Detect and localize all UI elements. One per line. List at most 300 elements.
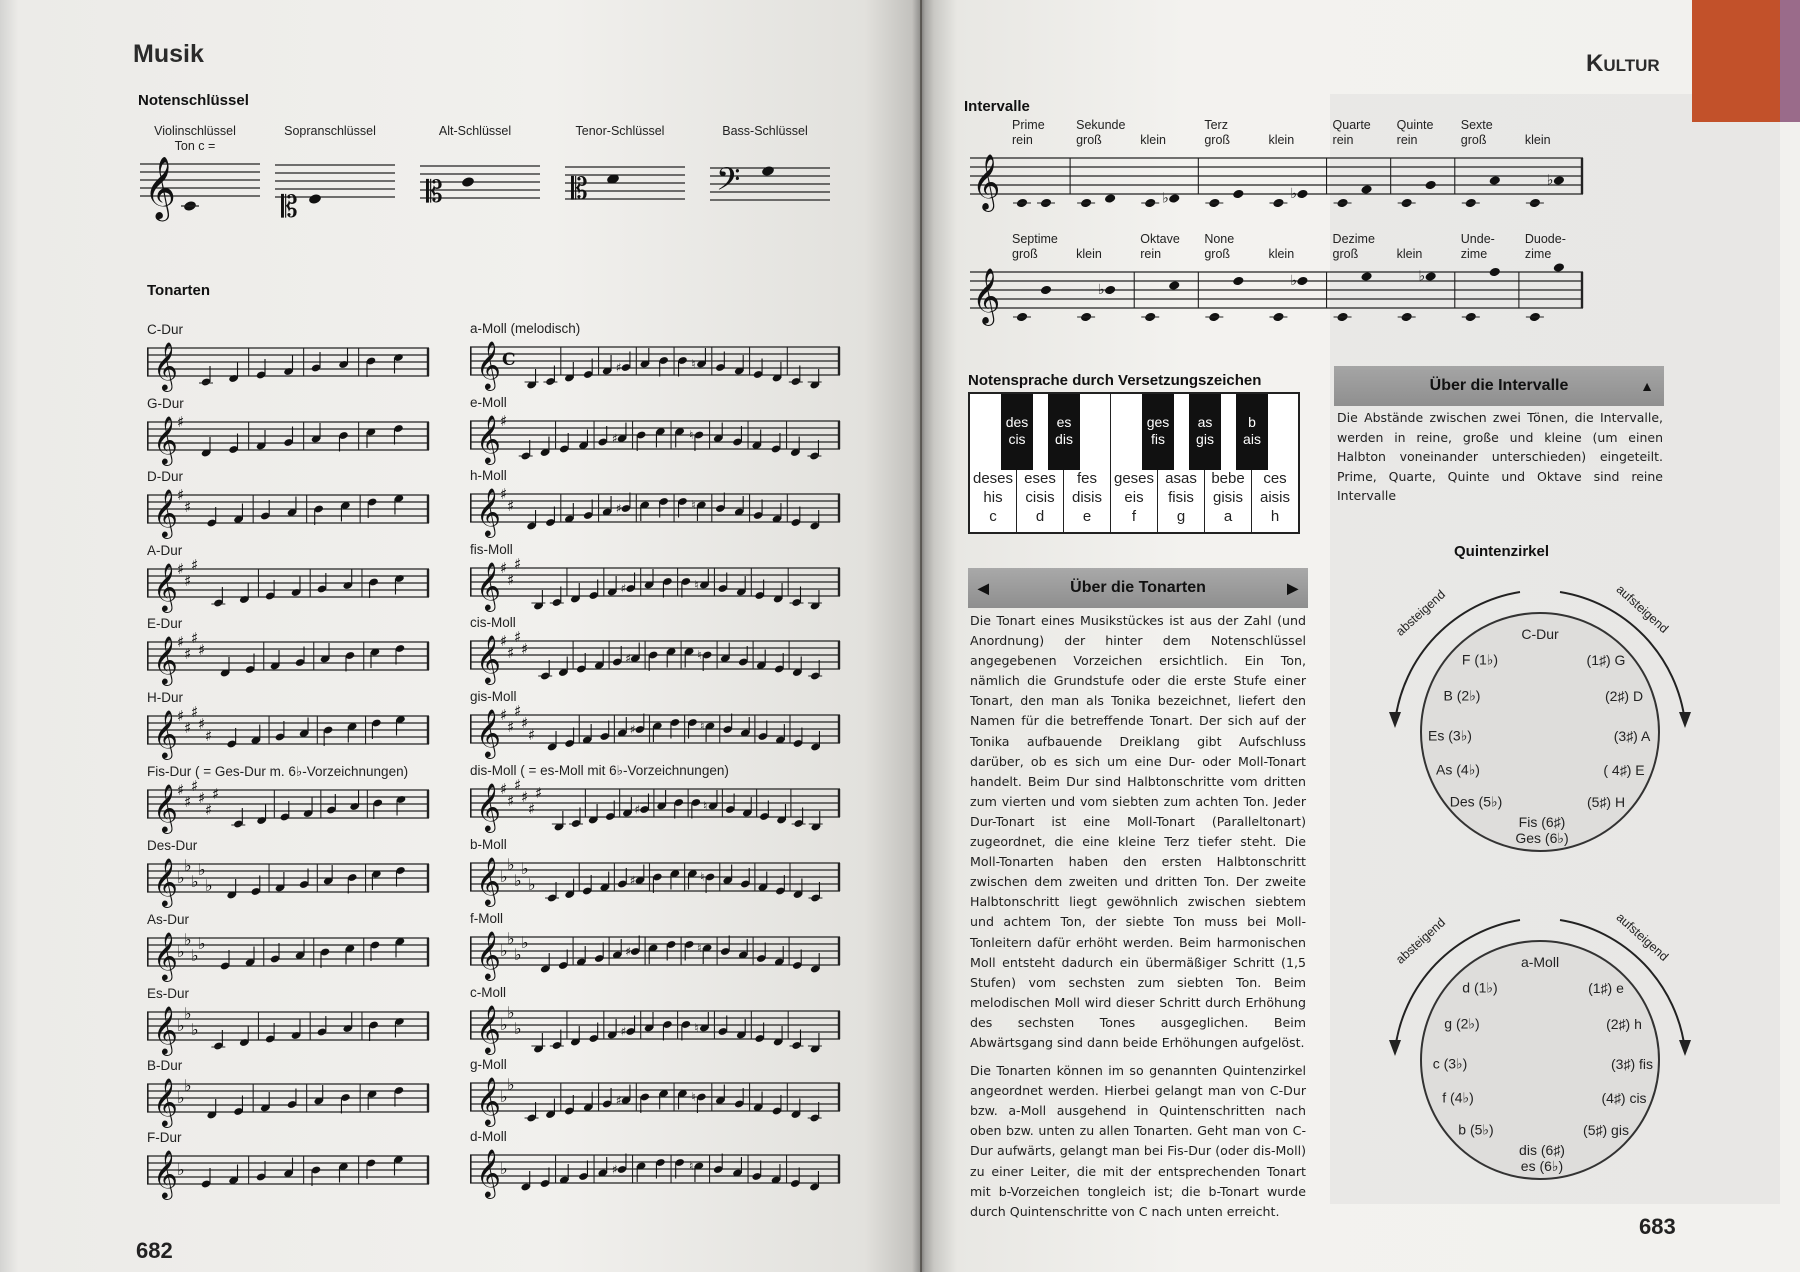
white-key-names: deses his c — [972, 470, 1014, 525]
circle-key-left: Des (5♭) — [1449, 793, 1503, 810]
page-header-right: Kultur — [1586, 50, 1660, 77]
note-head — [461, 176, 475, 188]
triangle-left-icon: ◀ — [978, 580, 989, 596]
scale-label: h-Moll — [470, 468, 507, 483]
minor-scale-staff — [470, 776, 840, 831]
white-key-names: geses eis f — [1113, 470, 1155, 525]
sharp-icon: ♯ — [177, 413, 185, 431]
interval-quality: groß — [1204, 247, 1231, 261]
major-scale-staff — [147, 856, 429, 906]
sharp-icon: ♯ — [514, 628, 522, 646]
interval-label — [1076, 118, 1125, 148]
circle-key-right: (2♯) D — [1604, 688, 1644, 704]
interval-label — [1461, 232, 1495, 262]
interval-name: Duode- — [1524, 232, 1566, 246]
treble-clef-icon: 𝄞 — [153, 931, 178, 980]
treble-clef-icon: 𝄞 — [972, 154, 1001, 210]
note-head — [1232, 189, 1244, 200]
minor-scale-staff — [470, 929, 840, 979]
note-head — [1424, 180, 1436, 191]
minor-scale-staff — [470, 1075, 840, 1125]
flat-icon: ♭ — [177, 1088, 185, 1107]
note-head — [761, 165, 775, 177]
circle-key-left: c (3♭) — [1432, 1055, 1468, 1072]
sharp-icon: ♯ — [184, 793, 192, 811]
sharp-icon: ♯ — [184, 719, 192, 737]
circle-key-right: (2♯) h — [1606, 1016, 1642, 1032]
scale-label: As-Dur — [147, 912, 190, 927]
sharp-icon: ♯ — [198, 641, 206, 659]
interval-quality: rein — [1012, 133, 1033, 147]
treble-clef-icon: 𝄞 — [476, 561, 501, 610]
treble-clef-icon: 𝄞 — [153, 415, 178, 464]
circle-key-right: (1♯) G — [1586, 652, 1626, 668]
treble-clef-icon: 𝄞 — [972, 268, 1001, 324]
flat-icon: ♭ — [514, 1019, 522, 1038]
sharp-icon: ♯ — [205, 727, 213, 745]
interval-name: Sexte — [1460, 118, 1493, 132]
clef-staff — [140, 156, 260, 219]
interval-name: Unde- — [1460, 232, 1495, 246]
piano-keyboard — [968, 392, 1300, 534]
sharp-icon: ♯ — [184, 498, 192, 516]
minor-scale-staff — [470, 485, 840, 536]
page-number-left: 682 — [136, 1238, 173, 1263]
minor-scale-staff — [470, 1003, 840, 1053]
sharp-icon: ♯ — [507, 792, 515, 810]
note-head — [1360, 271, 1372, 282]
natural-sign-icon: ♯ — [620, 581, 627, 596]
scale-label: G-Dur — [147, 396, 184, 411]
major-scale-staff — [147, 703, 429, 758]
interval-name: Terz — [1204, 118, 1228, 132]
major-scale-staff — [147, 930, 429, 980]
flat-icon: ♭ — [1418, 268, 1426, 285]
note-head — [1168, 280, 1180, 291]
sharp-icon: ♯ — [500, 780, 508, 798]
ascending-label: aufsteigend — [1613, 582, 1672, 636]
circle-key-left: B (2♭) — [1443, 687, 1481, 704]
clef-symbol-icon: 𝄡 — [571, 172, 588, 207]
sharp-icon: ♯ — [521, 714, 529, 732]
circle-key-left: f (4♭) — [1442, 1089, 1474, 1106]
interval-quality: klein — [1268, 247, 1295, 261]
natural-sign-icon: ♯ — [615, 360, 622, 375]
interval-quality: zime — [1524, 247, 1552, 261]
sharp-icon: ♯ — [514, 555, 522, 573]
note-head — [1296, 189, 1308, 200]
note-head — [1104, 193, 1116, 204]
circle-key-bottom: dis (6♯) es (6♭) — [1519, 1142, 1565, 1174]
circle-key-left: As (4♭) — [1436, 761, 1480, 778]
sharp-icon: ♯ — [500, 632, 508, 650]
interval-label — [1204, 118, 1230, 148]
scale-label: cis-Moll — [470, 615, 516, 630]
flat-icon: ♭ — [500, 1159, 508, 1178]
interval-quality: groß — [1076, 133, 1102, 147]
sharp-icon: ♯ — [191, 629, 199, 647]
page-number-right: 683 — [1639, 1214, 1676, 1239]
interval-quality: klein — [1076, 247, 1102, 261]
flat-icon: ♭ — [184, 856, 192, 875]
piano-black-key: b ais — [1236, 394, 1268, 470]
note-head — [1296, 276, 1308, 287]
flat-icon: ♭ — [205, 876, 213, 895]
sharp-icon: ♯ — [514, 702, 522, 720]
interval-label — [1012, 232, 1058, 262]
treble-clef-icon: 𝄞 — [153, 635, 178, 684]
clef-label: Sopranschlüssel — [284, 124, 376, 138]
flat-icon: ♭ — [514, 945, 522, 964]
interval-label — [1397, 118, 1434, 148]
sharp-icon: ♯ — [198, 789, 206, 807]
about-keys-header — [968, 568, 1308, 608]
interval-name: Sekunde — [1076, 118, 1126, 132]
major-scale-staff — [147, 341, 429, 390]
treble-clef-icon: 𝄞 — [476, 1148, 501, 1197]
natural-sign-icon: ♯ — [634, 802, 641, 817]
right-page — [922, 0, 1800, 1272]
natural-sign-icon: ♯ — [611, 1162, 618, 1177]
sharp-icon: ♯ — [521, 788, 529, 806]
natural-sign-icon: ♯ — [629, 722, 636, 737]
circle-key-left: F (1♭) — [1461, 651, 1499, 668]
interval-label — [1012, 118, 1045, 148]
sharp-icon: ♯ — [184, 572, 192, 590]
note-head — [1489, 267, 1501, 278]
interval-quality: groß — [1460, 133, 1487, 147]
thumb-index-tab-edge — [1780, 0, 1800, 122]
about-keys-paragraph-1: Die Tonart eines Musikstückes ist aus der Zahl (und Anordnung) der hinter dem Notenschlüssel angegebenen Vorzeichen ersichtlich. Ein Ton, nämlich die Grundstufe oder die erste Stufe einer Tonart, den man als Tonika bezeichnet, liefert den Namen für die betreffende Tonart. Der sich auf der Tonika aufbauende Dreiklang gibt Aufschluss darüber, ob es sich um eine Dur- oder Moll-Tonart handelt. Beim Dur sind Halbtonschritte vom dritten zum vierten und vom siebten zum achten Ton. Jeder Dur-Tonart ist eine Moll-Tonart (Paralleltonart) zugeordnet, die eine kleine Terz tiefer steht. Die Moll-Tonarten haben den ersten Halbtonschritt zwischen dem zweiten und dritten Ton. Der zweite Halbtonschritt liegt gewöhnlich zwischen siebtem und achtem Ton, der siebte Ton muss bei Moll-Tonleitern dafür erhöht werden. Beim harmonischen Moll entsteht dadurch ein übermäßiger Schritt (1,5 Stufen) vom sechsten zum siebten Ton. Beim melodischen Moll wird dieser Schritt durch Erhöhung des sechsten Tones ausgeglichen. Beim Abwärtsgang sind dann beide Erhöhungen aufgelöst. — [970, 613, 1306, 1050]
natural-sign-icon: ♯ — [611, 431, 618, 446]
white-key-names: bebe gisis a — [1211, 470, 1245, 525]
flat-icon: ♭ — [514, 871, 522, 890]
natural-sign-icon: ♯ — [615, 1093, 622, 1108]
sharp-icon: ♯ — [191, 556, 199, 574]
clef-symbol-icon: 𝄡 — [426, 175, 443, 210]
sharp-icon: ♯ — [500, 485, 508, 503]
scale-label: fis-Moll — [470, 542, 513, 557]
major-scale-staff — [147, 413, 429, 464]
interval-name: Septime — [1012, 232, 1058, 246]
major-scale-staff — [147, 1004, 429, 1054]
natural-sign-icon: ♮ — [697, 941, 702, 955]
white-key-names: fes disis e — [1071, 470, 1102, 525]
intervals-heading: Intervalle — [964, 98, 1030, 115]
flat-icon: ♭ — [184, 1004, 192, 1023]
svg-text:C: C — [502, 350, 516, 370]
interval-quality: rein — [1332, 133, 1354, 147]
sharp-icon: ♯ — [528, 800, 536, 818]
circle-key-left: g (2♭) — [1444, 1015, 1480, 1032]
treble-clef-icon: 𝄞 — [153, 857, 178, 906]
flat-icon: ♭ — [1290, 273, 1298, 289]
natural-sign-icon: ♯ — [615, 501, 622, 516]
circle-key-right: (5♯) gis — [1583, 1122, 1629, 1138]
clef-staff — [565, 161, 685, 207]
scale-label: H-Dur — [147, 690, 183, 705]
interval-name: Oktave — [1140, 232, 1180, 246]
book-gutter — [912, 0, 934, 1272]
natural-sign-icon: ♮ — [691, 357, 696, 371]
interval-label — [1140, 232, 1180, 262]
interval-quality: groß — [1332, 247, 1359, 261]
flat-icon: ♭ — [528, 875, 536, 894]
circle-key-right: (3♯) A — [1613, 728, 1651, 744]
clef-label: Tenor-Schlüssel — [575, 124, 665, 138]
about-intervals-title: Über die Intervalle — [1429, 377, 1569, 394]
major-scale-staff — [147, 556, 429, 611]
treble-clef-icon: 𝄞 — [153, 562, 178, 611]
triangle-right-icon: ▶ — [1287, 580, 1298, 596]
sharp-icon: ♯ — [514, 776, 522, 794]
natural-sign-icon: ♮ — [702, 799, 708, 813]
natural-sign-icon: ♮ — [688, 428, 694, 442]
flat-icon: ♭ — [177, 942, 185, 961]
minor-scale-staff — [470, 412, 840, 463]
interval-name: Dezime — [1332, 232, 1375, 246]
clef-staff — [710, 162, 830, 208]
interval-name: Prime — [1012, 118, 1045, 132]
white-key-names: ces aisis h — [1259, 470, 1290, 525]
arrow-down-icon — [1679, 1040, 1691, 1056]
flat-icon: ♭ — [1290, 186, 1298, 202]
note-head — [1168, 193, 1180, 204]
interval-label — [1525, 133, 1551, 148]
treble-clef-icon: 𝄞 — [476, 708, 501, 757]
flat-icon: ♭ — [521, 933, 529, 952]
sharp-icon: ♯ — [507, 718, 515, 736]
interval-label — [1204, 232, 1234, 262]
sharp-icon: ♯ — [177, 781, 185, 799]
treble-clef-icon: 𝄞 — [476, 487, 501, 536]
sharp-icon: ♯ — [528, 726, 536, 744]
treble-clef-icon: 𝄞 — [153, 709, 178, 758]
interval-label — [1525, 232, 1566, 262]
flat-icon: ♭ — [177, 1016, 185, 1035]
circle-key-right: (4♯) cis — [1601, 1090, 1647, 1106]
clef-symbol-icon: 𝄞 — [144, 156, 176, 219]
treble-clef-icon: 𝄞 — [153, 1077, 178, 1126]
sharp-icon: ♯ — [177, 633, 185, 651]
minor-scale-staff — [470, 1148, 840, 1197]
circle-key-left: Es (3♭) — [1428, 727, 1472, 744]
scale-label: f-Moll — [470, 911, 503, 926]
clefs-heading: Notenschlüssel — [138, 92, 249, 109]
arrow-down-icon — [1389, 1040, 1401, 1056]
white-key-names: asas fisis g — [1165, 470, 1197, 525]
note-head — [308, 193, 322, 205]
note-head — [1232, 276, 1244, 287]
treble-clef-icon: 𝄞 — [153, 1005, 178, 1054]
flat-icon: ♭ — [191, 1020, 199, 1039]
interval-quality: groß — [1204, 133, 1231, 147]
flat-icon: ♭ — [177, 868, 185, 887]
keys-heading: Tonarten — [147, 282, 211, 299]
scale-label: C-Dur — [147, 322, 183, 337]
sharp-icon: ♯ — [177, 560, 185, 578]
flat-icon: ♭ — [507, 855, 515, 874]
interval-label — [1397, 247, 1423, 262]
circle-key-right: (1♯) e — [1588, 980, 1624, 996]
arrow-down-icon — [1389, 712, 1401, 728]
scale-label: E-Dur — [147, 616, 183, 631]
flat-icon: ♭ — [191, 946, 199, 965]
circle-key-left: b (5♭) — [1458, 1121, 1494, 1138]
sharp-icon: ♯ — [177, 707, 185, 725]
circle-key-bottom: Fis (6♯) Ges (6♭) — [1515, 814, 1569, 846]
note-head — [1553, 175, 1565, 186]
scale-label: D-Dur — [147, 469, 183, 484]
interval-label — [1333, 232, 1375, 262]
clef-staff — [275, 159, 395, 225]
natural-sign-icon: ♮ — [688, 1159, 694, 1173]
clef-symbol-icon: 𝄡 — [281, 190, 298, 225]
minor-scale-staff — [470, 340, 840, 389]
sharp-icon: ♯ — [500, 559, 508, 577]
circle-key-right: (5♯) H — [1586, 794, 1626, 810]
descending-label: absteigend — [1393, 915, 1448, 967]
treble-clef-icon: 𝄞 — [476, 930, 501, 979]
sharp-icon: ♯ — [177, 486, 185, 504]
natural-sign-icon: ♮ — [700, 719, 705, 733]
flat-icon: ♭ — [1546, 172, 1554, 189]
sharp-icon: ♯ — [205, 801, 213, 819]
ascending-label: aufsteigend — [1613, 910, 1672, 964]
circle-of-fifths-major — [1370, 572, 1710, 862]
flat-icon: ♭ — [507, 929, 515, 948]
interval-staff — [970, 150, 1583, 214]
interval-quality: zime — [1460, 247, 1488, 261]
natural-sign-icon: ♯ — [625, 944, 632, 959]
interval-name: Quinte — [1396, 118, 1434, 132]
scale-label: A-Dur — [147, 543, 183, 558]
descending-label: absteigend — [1393, 587, 1448, 639]
sharp-icon: ♯ — [507, 571, 515, 589]
natural-sign-icon: ♮ — [691, 1090, 696, 1104]
sharp-icon: ♯ — [191, 777, 199, 795]
sharp-icon: ♯ — [507, 497, 515, 515]
sharp-icon: ♯ — [535, 784, 543, 802]
interval-staff — [970, 264, 1583, 328]
note-head — [1104, 285, 1116, 296]
flat-icon: ♭ — [507, 1075, 515, 1094]
natural-sign-icon: ♯ — [629, 873, 636, 888]
flat-icon: ♭ — [500, 1015, 508, 1034]
flat-icon: ♭ — [184, 1076, 192, 1095]
clef-label: Violinschlüssel Ton c = — [154, 124, 236, 153]
scale-label: d-Moll — [470, 1129, 507, 1144]
major-scale-staff — [147, 1076, 429, 1126]
flat-icon: ♭ — [500, 867, 508, 886]
interval-quality: rein — [1396, 133, 1418, 147]
treble-clef-icon: 𝄞 — [476, 1076, 501, 1125]
note-head — [1360, 184, 1372, 195]
circle-key-top: a-Moll — [1520, 954, 1560, 970]
flat-icon: ♭ — [184, 930, 192, 949]
flat-icon: ♭ — [177, 1160, 185, 1179]
clef-symbol-icon: 𝄢 — [716, 161, 741, 205]
about-keys-paragraph-2: Die Tonarten können im so genannten Quintenzirkel angeordnet werden. Hierbei gelangt man von C-Dur bzw. a-Moll ausgehend in Quintenschritten nach oben bzw. unten zu allen Tonarten. Geht man von C-Dur aufwärts, gelangt man bei Fis-Dur (oder dis-Moll) zu einer Leiter, die mit der entsprechenden Tonart mit b-Vorzeichen tongleich ist; die b-Tonart wurde durch Quintenschritte von C nach unten erreicht. — [970, 1063, 1306, 1219]
scale-label: F-Dur — [147, 1130, 182, 1145]
white-key-names: eses cisis d — [1024, 470, 1056, 525]
minor-scale-staff — [470, 855, 840, 905]
page-header-left: Musik — [133, 40, 204, 68]
arrow-down-icon — [1679, 712, 1691, 728]
interval-quality: klein — [1396, 247, 1423, 261]
scale-label: e-Moll — [470, 395, 507, 410]
accidentals-heading: Notensprache durch Versetzungszeichen — [968, 372, 1262, 389]
note-head — [1424, 271, 1436, 282]
circle-of-fifths-title: Quintenzirkel — [1454, 543, 1550, 560]
scale-label: Des-Dur — [147, 838, 198, 853]
piano-black-key: des cis — [1001, 394, 1033, 470]
scale-label: Es-Dur — [147, 986, 190, 1001]
circle-key-right: ( 4♯) E — [1603, 762, 1645, 778]
scale-label: dis-Moll ( = es-Moll mit 6♭-Vorzeichnungen) — [470, 763, 729, 778]
interval-label — [1140, 133, 1166, 148]
treble-clef-icon: 𝄞 — [476, 782, 501, 831]
flat-icon: ♭ — [1162, 190, 1169, 207]
circle-key-right: (3♯) fis — [1611, 1056, 1653, 1072]
about-intervals-text: Die Abstände zwischen zwei Tönen, die Intervalle, werden in reine, große und kleine (um einen Halbton voneinander unterschieden) eingeteilt. Prime, Quarte, Quinte und Oktave sind reine Intervalle — [1337, 410, 1663, 503]
flat-icon: ♭ — [500, 1087, 508, 1106]
scale-label: g-Moll — [470, 1057, 507, 1072]
interval-quality: klein — [1268, 133, 1295, 147]
treble-clef-icon: 𝄞 — [153, 488, 178, 537]
clef-staff — [420, 160, 540, 210]
natural-sign-icon: ♮ — [691, 498, 696, 512]
sharp-icon: ♯ — [507, 644, 515, 662]
sharp-icon: ♯ — [191, 703, 199, 721]
natural-sign-icon: ♯ — [625, 651, 632, 666]
flat-icon: ♭ — [1098, 282, 1105, 298]
natural-sign-icon: ♮ — [697, 648, 702, 662]
triangle-up-icon: ▲ — [1640, 378, 1654, 394]
scale-label: Fis-Dur ( = Ges-Dur m. 6♭-Vorzeichnungen) — [147, 764, 409, 779]
minor-scale-staff — [470, 702, 840, 757]
treble-clef-icon: 𝄞 — [153, 783, 178, 832]
natural-sign-icon: ♮ — [694, 1021, 699, 1035]
interval-quality: groß — [1012, 247, 1038, 261]
natural-sign-icon: ♮ — [694, 578, 699, 592]
minor-scale-staff — [470, 555, 840, 610]
minor-scale-staff — [470, 628, 840, 683]
sharp-icon: ♯ — [198, 715, 206, 733]
circle-key-left: d (1♭) — [1462, 979, 1498, 996]
piano-black-key: es dis — [1048, 394, 1080, 470]
about-keys-title: Über die Tonarten — [1070, 579, 1206, 596]
interval-label — [1268, 133, 1294, 148]
scale-label: b-Moll — [470, 837, 507, 852]
flat-icon: ♭ — [198, 860, 206, 879]
about-keys-text — [970, 611, 1306, 1222]
major-scale-staff — [147, 777, 429, 832]
treble-clef-icon: 𝄞 — [476, 340, 501, 389]
sharp-icon: ♯ — [521, 640, 529, 658]
natural-sign-icon: ♮ — [700, 870, 705, 884]
interval-label — [1268, 247, 1294, 262]
scale-label: gis-Moll — [470, 689, 517, 704]
interval-name: None — [1204, 232, 1235, 246]
treble-clef-icon: 𝄞 — [476, 634, 501, 683]
about-intervals-header — [1334, 366, 1664, 406]
sharp-icon: ♯ — [500, 412, 508, 430]
flat-icon: ♭ — [521, 859, 529, 878]
interval-name: Quarte — [1332, 118, 1371, 132]
interval-label — [1333, 118, 1371, 148]
treble-clef-icon: 𝄞 — [476, 1004, 501, 1053]
